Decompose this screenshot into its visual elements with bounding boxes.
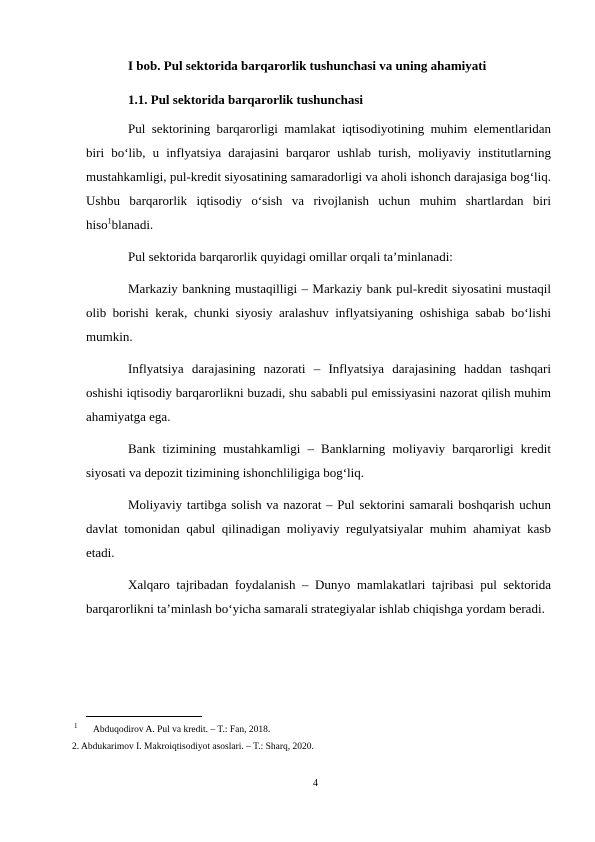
paragraph-text: Pul sektorining barqarorligi mamlakat iqtisodiyotining muhim elementlaridan biri bo‘lib, u inflyatsiya darajasini barqaror ushlab turish, moliyaviy institutlarning mustahkamligi, pul-kredit siyosatining samaradorligi va aholi ishonch darajasiga bog‘liq. Ushbu barqarorlik iqtisodiy o‘sish va rivojlanish uchun muhim shartlardan biri hiso xyxy=(86,121,551,232)
paragraph: Inflyatsiya darajasining nazorati – Inflyatsiya darajasining haddan tashqari oshishi iqtisodiy barqarorlikni buzadi, shu sababli pul emissiyasini nazorat qilish muhim ahamiyatga ega. xyxy=(86,361,551,424)
chapter-title: I bob. Pul sektorida barqarorlik tushunchasi va uning ahamiyati xyxy=(128,58,487,73)
paragraph xyxy=(86,117,551,237)
footnote-separator xyxy=(86,716,202,717)
footnote-1: Abduqodirov A. Pul va kredit. – T.: Fan, 2018. xyxy=(93,725,271,735)
footnote-reference[interactable]: 1 xyxy=(107,216,112,226)
section-title: 1.1. Pul sektorida barqarorlik tushunchasi xyxy=(128,92,364,107)
footnote-2: 2. Abdukarimov I. Makroiqtisodiyot asoslari. – T.: Sharq, 2020. xyxy=(72,742,314,752)
paragraph: Moliyaviy tartibga solish va nazorat – Pul sektorini samarali boshqarish uchun davlat tomonidan qabul qilinadigan moliyaviy regulyatsiyalar muhim ahamiyat kasb etadi. xyxy=(86,497,551,560)
paragraph-text-end: blanadi. xyxy=(111,217,154,232)
body-text xyxy=(86,117,551,629)
footnote-marker: 1 xyxy=(74,722,78,730)
paragraph: Markaziy bankning mustaqilligi – Markaziy bank pul-kredit siyosatini mustaqil olib borishi kerak, chunki siyosiy aralashuv inflyatsiyaning oshishiga sabab bo‘lishi mumkin. xyxy=(86,281,551,344)
paragraph: Bank tizimining mustahkamligi – Banklarning moliyaviy barqarorligi kredit siyosati va depozit tizimining ishonchliligiga bog‘liq. xyxy=(86,441,551,480)
paragraph: Pul sektorida barqarorlik quyidagi omillar orqali ta’minlanadi: xyxy=(128,249,453,264)
page-number: 4 xyxy=(313,778,318,789)
paragraph: Xalqaro tajribadan foydalanish – Dunyo mamlakatlari tajribasi pul sektorida barqarorlikni ta’minlash bo‘yicha samarali strategiyalar ishlab chiqishga yordam beradi. xyxy=(86,577,551,616)
